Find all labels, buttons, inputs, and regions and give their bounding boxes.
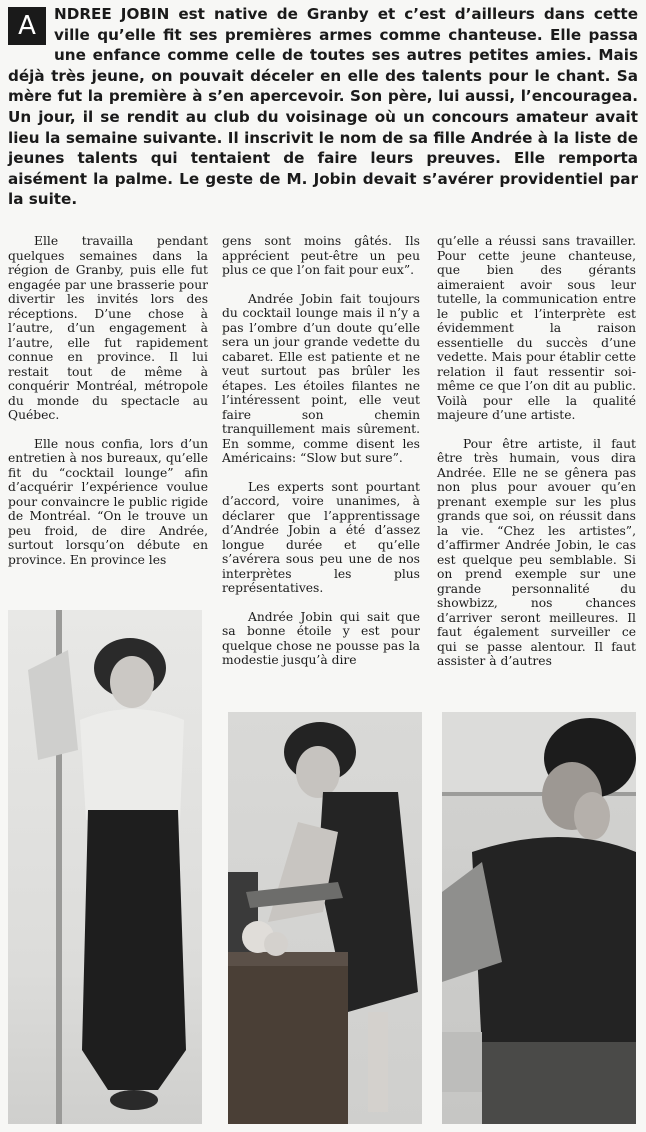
paragraph: Les experts sont pourtant d’accord, voire unanimes, à déclarer que l’apprentissage d’Andrée Jobin a été d’assez longue durée et qu’elle s’avérera sous peu une de nos interprètes les plus représentatives. (222, 479, 420, 595)
paragraph: Pour être artiste, il faut être très humain, vous dira Andrée. Elle ne se gênera pas non plus pour avouer qu’en prenant exemple sur les plus grands que soi, on réussit dans la vie. “Chez les artistes”, d’affirmer Andrée Jobin, le cas est quelque peu semblable. Si on prend exemple sur une grande personnalité du showbizz, nos chances d’arriver seront meilleures. Il faut également surveiller ce qui se passe alentour. Il faut assister à d’autres (437, 436, 636, 668)
paragraph: Elle travailla pendant quelques semaines dans la région de Granby, puis elle fut engagée par une brasserie pour divertir les invités lors des réceptions. D’une chose à l’autre, d’un engagement à l’autre, elle fut rapidement connue en province. Il lui restait tout de même à conquérir Montréal, métropole du monde du spectacle au Québec. (8, 234, 208, 422)
paragraph: Andrée Jobin fait toujours du cocktail lounge mais il n’y a pas l’ombre d’un doute qu’elle sera un jour grande vedette du cabaret. Elle est patiente et ne veut surtout pas brûler les étapes. Les étoiles filantes ne l’intéressent point, elle veut faire son chemin tranquillement mais sûrement. En somme, comme disent les Américains: “Slow but sure”. (222, 291, 420, 465)
photo-leaning-over-table (228, 712, 422, 1124)
lead-text: NDREE JOBIN est native de Granby et c’est d’ailleurs dans cette ville qu’elle fit ses premières armes comme chanteuse. Elle passa une enfance comme celle de toutes ses autres petites amies. Mais déjà très jeune, on pouvait déceler en elle des talents pour le chant. Sa mère fut la première à s’en apercevoir. Son père, lui aussi, l’encouragea. Un jour, il se rendit au club du voisinage où un concours amateur avait lieu la semaine suivante. Il inscrivit le nom de sa fille Andrée à la liste de jeunes talents qui tentaient de faire leurs preuves. Elle remporta aisément la palme. Le geste de M. Jobin devait s’avérer providentiel par la suite. (8, 5, 638, 209)
drop-cap: A (8, 7, 46, 45)
text-column-2 (222, 234, 420, 682)
paragraph-continuation: qu’elle a réussi sans travailler. Pour cette jeune chanteuse, que bien des gérants aimeraient avoir sous leur tutelle, la communication entre le public et l’interprète est évidemment la raison essentielle du succès d’une vedette. Mais pour établir cette relation il faut ressentir soi-même ce que l’on dit au public. Voilà pour elle la qualité majeure d’une artiste. (437, 234, 636, 422)
paragraph: Elle nous confia, lors d’un entretien à nos bureaux, qu’elle fit du “cocktail lounge” afin d’acquérir l’expérience voulue pour convaincre le public rigide de Montréal. “On le trouve un peu froid, de dire Andrée, surtout lorsqu’on débute en province. En province les (8, 436, 208, 567)
paragraph: Andrée Jobin qui sait que sa bonne étoile y est pour quelque chose ne pousse pas la modestie jusqu’à dire (222, 609, 420, 667)
lead-paragraph (8, 4, 638, 210)
text-column-1 (8, 234, 208, 581)
paragraph-continuation: gens sont moins gâtés. Ils apprécient peut-être un peu plus ce que l’on fait pour eux”. (222, 234, 420, 277)
photo-hand-on-cheek (442, 712, 636, 1124)
photo-standing-portrait (8, 610, 202, 1124)
text-column-3 (437, 234, 636, 683)
